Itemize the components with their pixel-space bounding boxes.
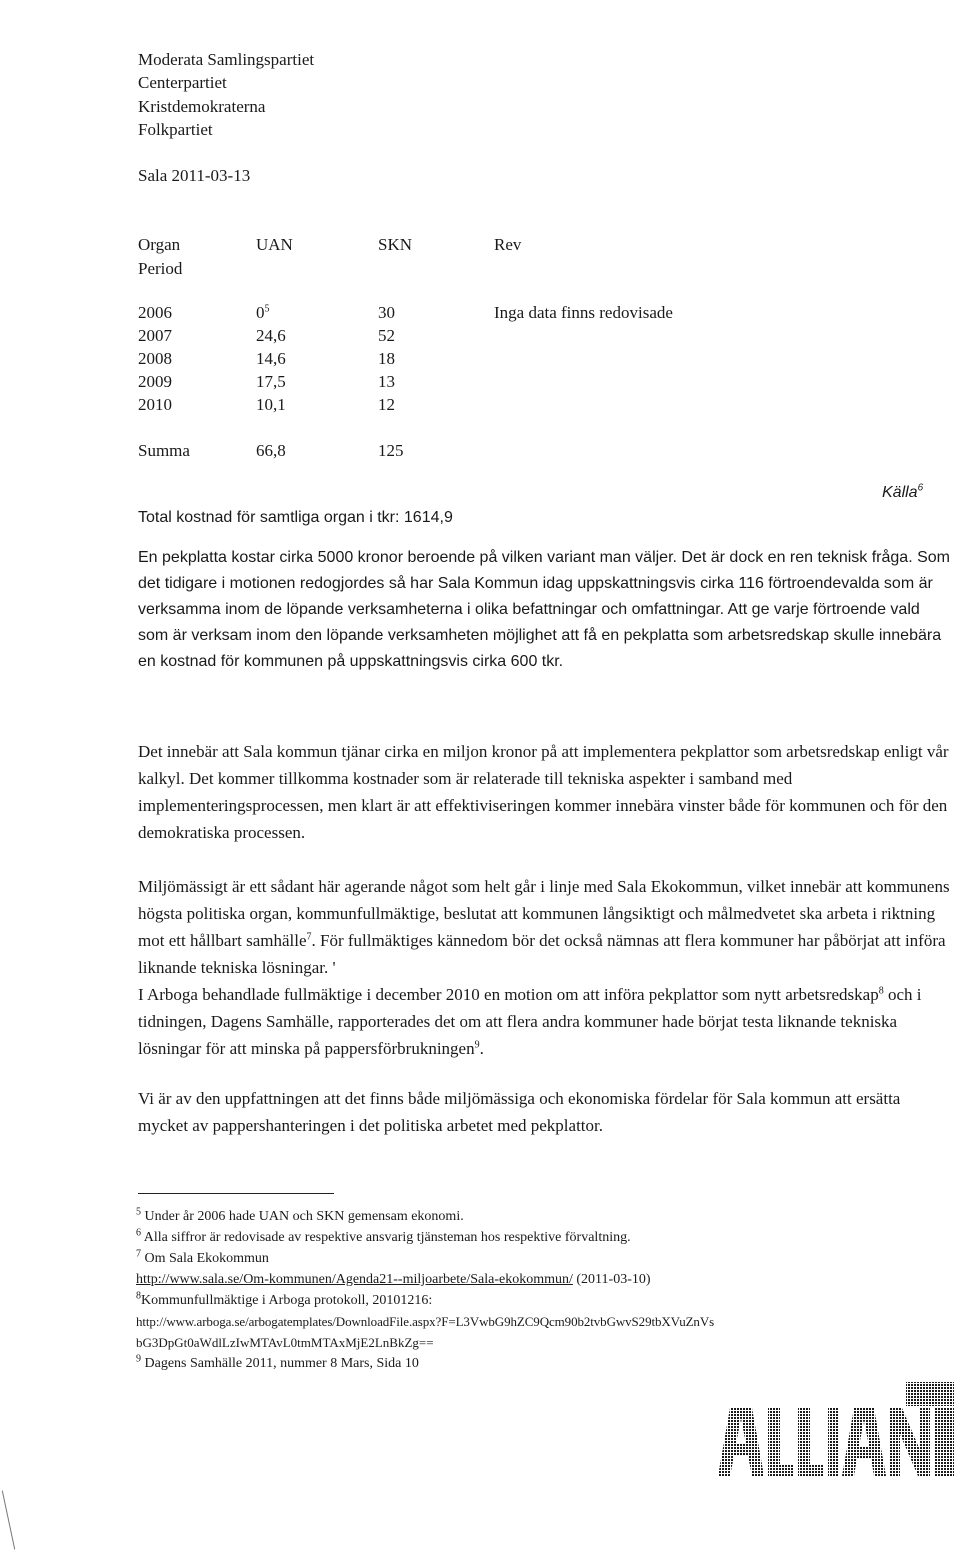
row-2008-skn: 18 [378, 349, 395, 368]
row-2007-year: 2007 [138, 326, 172, 345]
total-cost-line: Total kostnad för samtliga organ i tkr: 1614,9 [138, 509, 453, 526]
paragraph-cost-text: En pekplatta kostar cirka 5000 kronor beroende på vilken variant man väljer. Det är dock en ren teknisk fråga. Som det tidigare i motionen redogjordes så har Sala Kommun idag uppskattningsvis cirka 116 förtroendevalda som är verksamma inom de löpande verksamheterna i olika befattningar och omfattningar. Att ge varje förtroende vald som är verksam inom den löpande verksamheten möjlighet att få en pekplatta som arbetsredskap skulle innebära en kostnad för kommunen på uppskattningsvis cirka 600 tkr. [138, 549, 950, 670]
footnote-7-link[interactable]: http://www.sala.se/Om-kommunen/Agenda21--miljoarbete/Sala-ekokommun/ [136, 1272, 573, 1287]
row-2009-skn: 13 [378, 372, 395, 391]
header-skn: SKN [378, 235, 413, 254]
paragraph-conclusion [138, 1085, 953, 1139]
scan-mark-left [2, 1491, 15, 1550]
alliansen-logo [716, 1378, 956, 1478]
footnote-separator [138, 1193, 334, 1194]
row-2007-skn: 52 [378, 326, 395, 345]
row-2008-year: 2008 [138, 349, 172, 368]
party-centerpartiet: Centerpartiet [138, 73, 227, 92]
footnote-9: $^9$ Dagens Samhälle 2011, nummer 8 Mars, Sida 10 [136, 1353, 419, 1371]
footnote-8: $^8$Kommunfullmäktige i Arboga protokoll, 20101216: [136, 1290, 433, 1308]
row-2007-uan: 24,6 [256, 326, 286, 345]
row-2006-rev: Inga data finns redovisade [494, 303, 673, 322]
party-moderata: Moderata Samlingspartiet [138, 50, 315, 69]
date-line: Sala 2011-03-13 [138, 166, 251, 185]
paragraph-environment-text: Miljömässigt är ett sådant här agerande något som helt går i linje med Sala Ekokommun, vilket innebär att kommunens högsta politiska organ, kommunfullmäktige, beslutat att kommunen långsiktigt och målmedvetet ska arbeta i riktning mot ett hållbart samhälle$^7$. För fullmäktiges kännedom bör det också nämnas att flera kommuner har påbörjat att införa liknande tekniska lösningar. ' I Arboga behandlade fullmäktige i december 2010 en motion om att införa pekplattor som nytt arbetsredskap$^8$ och i tidningen, Dagens Samhälle, rapporterades det om att flera andra kommuner hade börjat testa liknande tekniska lösningar för att minska på pappersförbrukningen$^9$. [138, 877, 950, 1058]
row-2006-year: 2006 [138, 303, 172, 322]
sum-label: Summa [138, 441, 190, 460]
row-2010-uan: 10,1 [256, 395, 286, 414]
footnote-8-link-line1[interactable]: http://www.arboga.se/arbogatemplates/DownloadFile.aspx?F=L3VwbG9hZC9Qcm90b2tvbGwvS29tbXVuZnVs [136, 1314, 715, 1329]
row-2006-uan: $0^5$ [256, 303, 270, 322]
party-folkpartiet: Folkpartiet [138, 120, 213, 139]
sum-uan: 66,8 [256, 441, 286, 460]
header-uan: UAN [256, 235, 293, 254]
footnotes [136, 1206, 956, 1374]
header-rev: Rev [494, 235, 522, 254]
row-2009-year: 2009 [138, 372, 172, 391]
source-label: Källa$^6$ [882, 482, 924, 501]
footnote-8-link-line2[interactable]: bG3DpGt0aWdlLzIwMTAvL0tmMTAxMjE2LnBkZg== [136, 1335, 434, 1350]
header-organ: Organ [138, 235, 181, 254]
paragraph-savings-text: Det innebär att Sala kommun tjänar cirka en miljon kronor på att implementera pekplattor som arbetsredskap enligt vår kalkyl. Det kommer tillkomma kostnader som är relaterade till tekniska aspekter i samband med implementeringsprocessen, men klart är att effektiviseringen kommer innebära vinster både för kommunen och för den demokratiska processen. [138, 742, 949, 842]
row-2008-uan: 14,6 [256, 349, 286, 368]
header-period: Period [138, 259, 183, 278]
row-2006-skn: 30 [378, 303, 395, 322]
footnote-7: $^7$ Om Sala Ekokommun [136, 1248, 269, 1266]
paragraph-savings [138, 738, 953, 846]
party-kristdemokraterna: Kristdemokraterna [138, 97, 266, 116]
sum-skn: 125 [378, 441, 404, 460]
footnote-7-link-line: http://www.sala.se/Om-kommunen/Agenda21--miljoarbete/Sala-ekokommun/ (2011-03-10) [136, 1272, 651, 1287]
row-2010-skn: 12 [378, 395, 395, 414]
row-2010-year: 2010 [138, 395, 172, 414]
row-2009-uan: 17,5 [256, 372, 286, 391]
footnote-5: $^5$ Under år 2006 hade UAN och SKN gemensam ekonomi. [136, 1206, 464, 1224]
paragraph-conclusion-text: Vi är av den uppfattningen att det finns både miljömässiga och ekonomiska fördelar för Sala kommun att ersätta mycket av pappershanteringen i det politiska arbetet med pekplattor. [138, 1089, 901, 1135]
paragraph-cost [138, 545, 953, 675]
footnote-6: $^6$ Alla siffror är redovisade av respektive ansvarig tjänsteman hos respektive förvaltning. [136, 1227, 631, 1245]
paragraph-environment [138, 873, 953, 1062]
